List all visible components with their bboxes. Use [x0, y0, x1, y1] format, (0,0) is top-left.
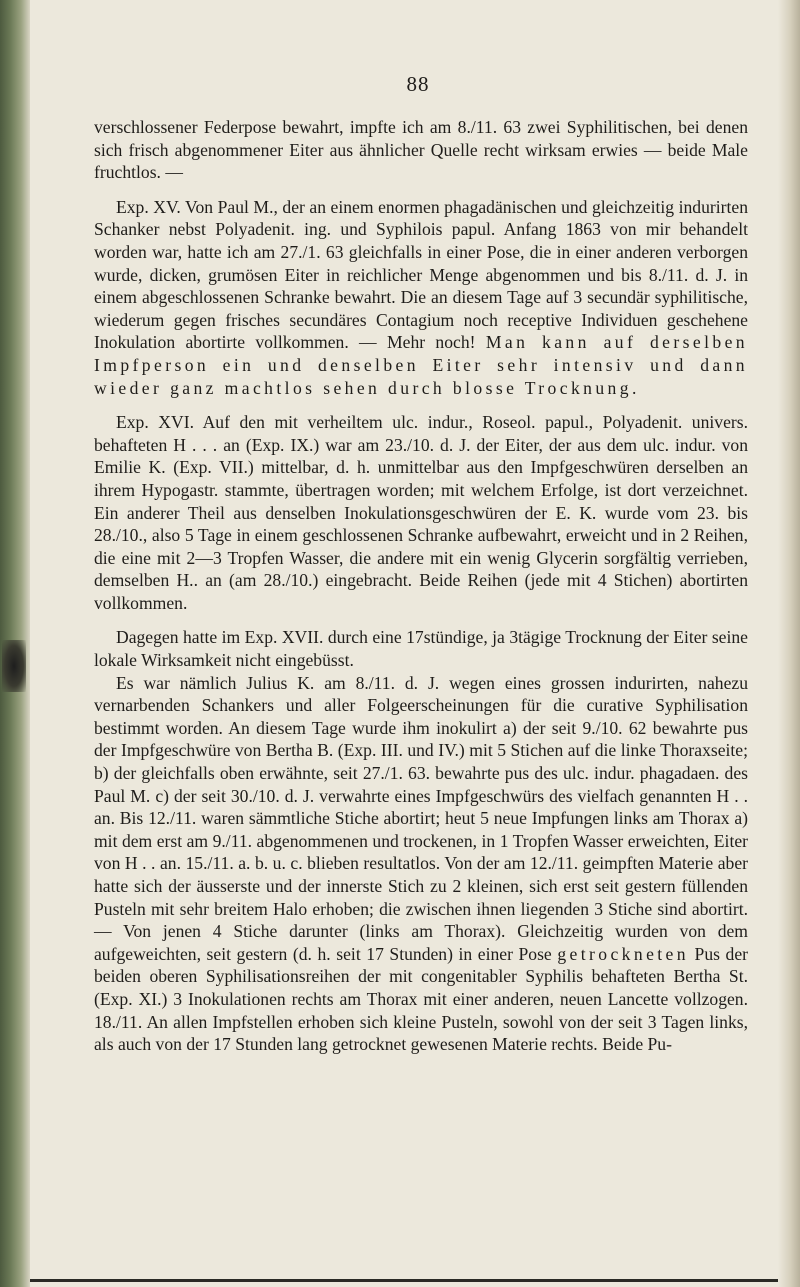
page-right-edge — [778, 0, 800, 1287]
paragraph-1: verschlossener Federpose bewahrt, impfte ich am 8./11. 63 zwei Syphilitischen, bei denen sich frisch abgenommener Eiter aus ähnlicher Quelle recht wirksam erwies — beide Male fruchtlos. — — [94, 117, 748, 183]
page-number: 88 — [406, 72, 430, 96]
paragraph-julius-k — [94, 672, 748, 1056]
paragraph-exp-xvi: Exp. XVI. Auf den mit verheiltem ulc. indur., Roseol. papul., Polyadenit. univers. behafteten H . . . an (Exp. IX.) war am 23./10. d. J. der Eiter, der aus dem ulc. indur. von Emilie K. (Exp. VII.) mittelbar, d. h. unmittelbar aus den Impfgeschwüren derselben an ihrem Hypogastr. stammte, übertragen worden; mit welchem Erfolge, ist dort verzeichnet. Ein anderer Theil aus denselben Inokulationsgeschwüren der E. K. wurde vom 23. bis 28./10., also 5 Tage in einem geschlossenen Schranke aufbewahrt, erweicht und in 2 Reihen, die eine mit 2—3 Tropfen Wasser, die andere mit ein wenig Glycerin sorgfältig verrieben, demselben H.. an (am 28./10.) eingebracht. Beide Reihen (jede mit 4 Stichen) abortirten vollkommen. — [94, 412, 748, 613]
paragraph-julius-k-tail: Pus der beiden oberen Syphilisationsreihen der mit congenitabler Syphilis behafteten Bertha St. (Exp. XI.) 3 Inokulationen rechts am Thorax mit einer anderen, neuen Lancette vollzogen. 18./11. An allen Impfstellen erhoben sich kleine Pusteln, sowohl von der seit 3 Tagen links, als auch von der 17 Stunden lang getrocknet gewesenen Materie rechts. Beide Pu- — [94, 943, 749, 1055]
paragraph-julius-k-text: Es war nämlich Julius K. am 8./11. d. J. wegen eines grossen indurirten, nahezu vernarbenden Schankers und aller Folgeerscheinungen für die curative Syphilisation bestimmt worden. An diesem Tage wurde ihm inokulirt a) der seit 9./10. 62 bewahrte pus der Impfgeschwüre von Bertha B. (Exp. III. und IV.) mit 5 Stichen auf die linke Thoraxseite; b) der gleichfalls oben erwähnte, seit 27./1. 63. bewahrte pus des ulc. indur. phagadaen. des Paul M. c) der seit 30./10. d. J. verwahrte eines Impfgeschwürs des vielfach genannten H . . an. Bis 12./11. waren sämmtliche Stiche abortirt; heut 5 neue Impfungen links am Thorax a) mit dem erst am 9./11. abgenommenen und trockenen, in 1 Tropfen Wasser erweichten, Eiter von H . . an. 15./11. a. b. u. c. blieben resultatlos. Von der am 12./11. geimpften Materie aber hatte sich der äusserste und der innerste Stich zu 2 kleinen, sich erst seit gestern füllenden Pusteln mit sehr breitem Halo erhoben; die zwischen ihnen liegenden 3 Stiche sind abortirt. — Von jenen 4 Stiche darunter (links am Thorax). Gleichzeitig wurden von dem aufgeweichten, seit gestern (d. h. seit 17 Stunden) in einer Pose — [94, 672, 748, 964]
paragraph-exp-xvii: Dagegen hatte im Exp. XVII. durch eine 17stündige, ja 3tägige Trocknung der Eiter seine lokale Wirksamkeit nicht eingebüsst. — [94, 627, 748, 671]
emphasized-word: getrockneten — [557, 943, 689, 964]
binding-mark — [2, 640, 26, 692]
paragraph-exp-xv — [94, 196, 748, 399]
book-spine-edge — [0, 0, 30, 1287]
paragraph-exp-xv-text: Exp. XV. Von Paul M., der an einem enormen phagadänischen und gleichzeitig indurirten Schanker nebst Polyadenit. ing. und Syphilois papul. Anfang 1863 von mir behandelt worden war, hatte ich am 27./1. 63 gleichfalls in einer Pose, die in einer anderen verborgen wurde, dicken, grumösen Eiter in reichlicher Menge abgenommen und bis 8./11. d. J. in einem abgeschlossenen Schranke bewahrt. Die an diesem Tage auf 3 secundär syphilitische, wiederum gegen frisches secundäres Contagium noch receptive Individuen geschehene Inokulation abortirte vollkommen. — Mehr noch! — [94, 196, 748, 353]
emphasized-statement: Man kann auf derselben Impfperson ein und denselben Eiter sehr intensiv und dann wieder ganz machtlos sehen durch blosse Trocknung. — [94, 332, 748, 398]
page-bottom-rule — [30, 1279, 778, 1282]
page-body — [94, 116, 748, 1068]
